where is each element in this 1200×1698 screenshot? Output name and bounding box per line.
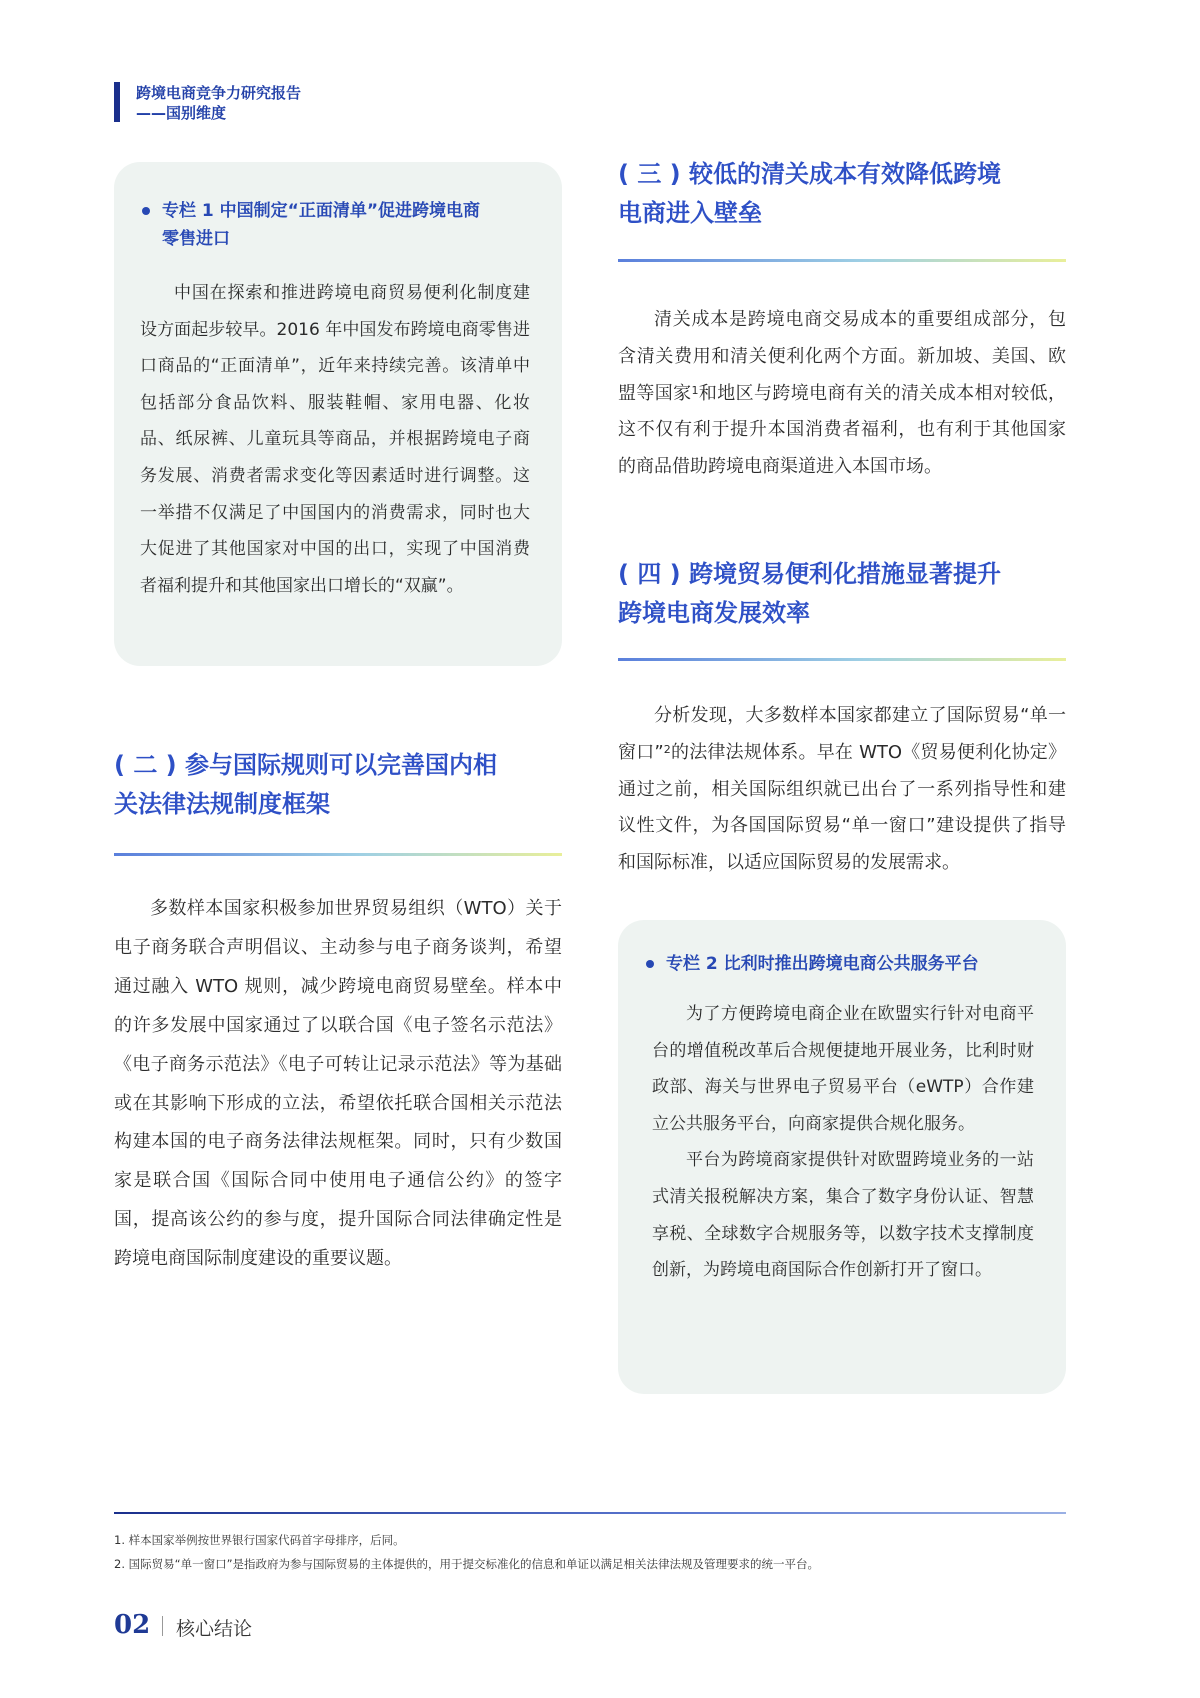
bullet-dot-icon — [142, 207, 150, 215]
section-4 — [618, 555, 1066, 633]
sidebar-box-2 — [618, 920, 1066, 1394]
page-number: 02 — [114, 1610, 151, 1640]
box-2-title: 专栏 2 比利时推出跨境电商公共服务平台 — [644, 950, 1034, 978]
section-4-title: ( 四 ) 跨境贸易便利化措施显著提升 跨境电商发展效率 — [618, 560, 1002, 627]
section-3-paragraph: 清关成本是跨境电商交易成本的重要组成部分，包含清关费用和清关便利化两个方面。新加坡、美国、欧盟等国家$^1$和地区与跨境电商有关的清关成本相对较低，这不仅有利于提升本国消费者福利，也有利于其他国家的商品借助跨境电商渠道进入本国市场。 — [618, 309, 1066, 478]
footer-separator — [162, 1616, 163, 1636]
box-2-body — [644, 996, 1034, 1289]
section-3-title: ( 三 ) 较低的清关成本有效降低跨境 电商进入壁垒 — [618, 160, 1002, 227]
section-2 — [114, 746, 562, 824]
section-2-paragraph: 多数样本国家积极参加世界贸易组织（WTO）关于电子商务联合声明倡议、主动参与电子商务谈判，希望通过融入 WTO 规则，减少跨境电商贸易壁垒。样本中的许多发展中国家通过了以联合国《电子签名示范法》《电子商务示范法》《电子可转让记录示范法》等为基础或在其影响下形成的立法，希望依托联合国相关示范法构建本国的电子商务法律法规框架。同时，只有少数国家是联合国《国际合同中使用电子通信公约》的签字国，提高该公约的参与度，提升国际合同法律确定性是跨境电商国际制度建设的重要议题。 — [114, 898, 562, 1270]
footnote-ref-1: 1 — [691, 383, 699, 397]
footer-section-label: 核心结论 — [176, 1618, 253, 1640]
bullet-dot-icon — [646, 960, 654, 968]
report-title: 跨境电商竞争力研究报告 — [136, 84, 302, 102]
footnote-divider — [114, 1512, 1066, 1514]
section-3 — [618, 155, 1066, 233]
section-3-body — [618, 302, 1066, 486]
section-2-divider — [114, 853, 562, 856]
box-2-paragraph-1: 为了方便跨境电商企业在欧盟实行针对电商平台的增值税改革后合规便捷地开展业务，比利时财政部、海关与世界电子贸易平台（eWTP）合作建立公共服务平台，向商家提供合规化服务。 — [652, 1004, 1034, 1134]
section-2-body — [114, 890, 562, 1279]
section-2-title: ( 二 ) 参与国际规则可以完善国内相 关法律法规制度框架 — [114, 751, 498, 818]
footnote-ref-2: 2 — [663, 742, 671, 756]
box-2-paragraph-2: 平台为跨境商家提供针对欧盟跨境业务的一站式清关报税解决方案，集合了数字身份认证、智慧享税、全球数字合规服务等，以数字技术支撑制度创新，为跨境电商国际合作创新打开了窗口。 — [652, 1150, 1034, 1281]
box-1-body — [140, 275, 530, 604]
section-3-divider — [618, 259, 1066, 262]
header-accent-bar — [114, 82, 120, 122]
footnote-1: 1. 样本国家举例按世界银行国家代码首字母排序，后同。 — [114, 1533, 405, 1547]
sidebar-box-1 — [114, 162, 562, 666]
footnote-2: 2. 国际贸易“单一窗口”是指政府为参与国际贸易的主体提供的，用于提交标准化的信息和单证以满足相关法律法规及管理要求的统一平台。 — [114, 1557, 820, 1571]
box-1-paragraph: 中国在探索和推进跨境电商贸易便利化制度建设方面起步较早。2016 年中国发布跨境电商零售进口商品的“正面清单”，近年来持续完善。该清单中包括部分食品饮料、服装鞋帽、家用电器、化妆品、纸尿裤、儿童玩具等商品，并根据跨境电子商务发展、消费者需求变化等因素适时进行调整。这一举措不仅满足了中国国内的消费需求，同时也大大促进了其他国家对中国的出口，实现了中国消费者福利提升和其他国家出口增长的“双赢”。 — [140, 283, 530, 596]
section-4-body — [618, 698, 1066, 882]
section-4-divider — [618, 658, 1066, 661]
box-1-title: 专栏 1 中国制定“正面清单”促进跨境电商 零售进口 — [140, 197, 530, 253]
section-4-paragraph: 分析发现，大多数样本国家都建立了国际贸易“单一窗口”$^2$的法律法规体系。早在 WTO《贸易便利化协定》通过之前，相关国际组织就已出台了一系列指导性和建议性文件，为各国国际贸易“单一窗口”建设提供了指导和国际标准，以适应国际贸易的发展需求。 — [618, 705, 1066, 874]
report-subtitle: ——国别维度 — [136, 104, 227, 122]
